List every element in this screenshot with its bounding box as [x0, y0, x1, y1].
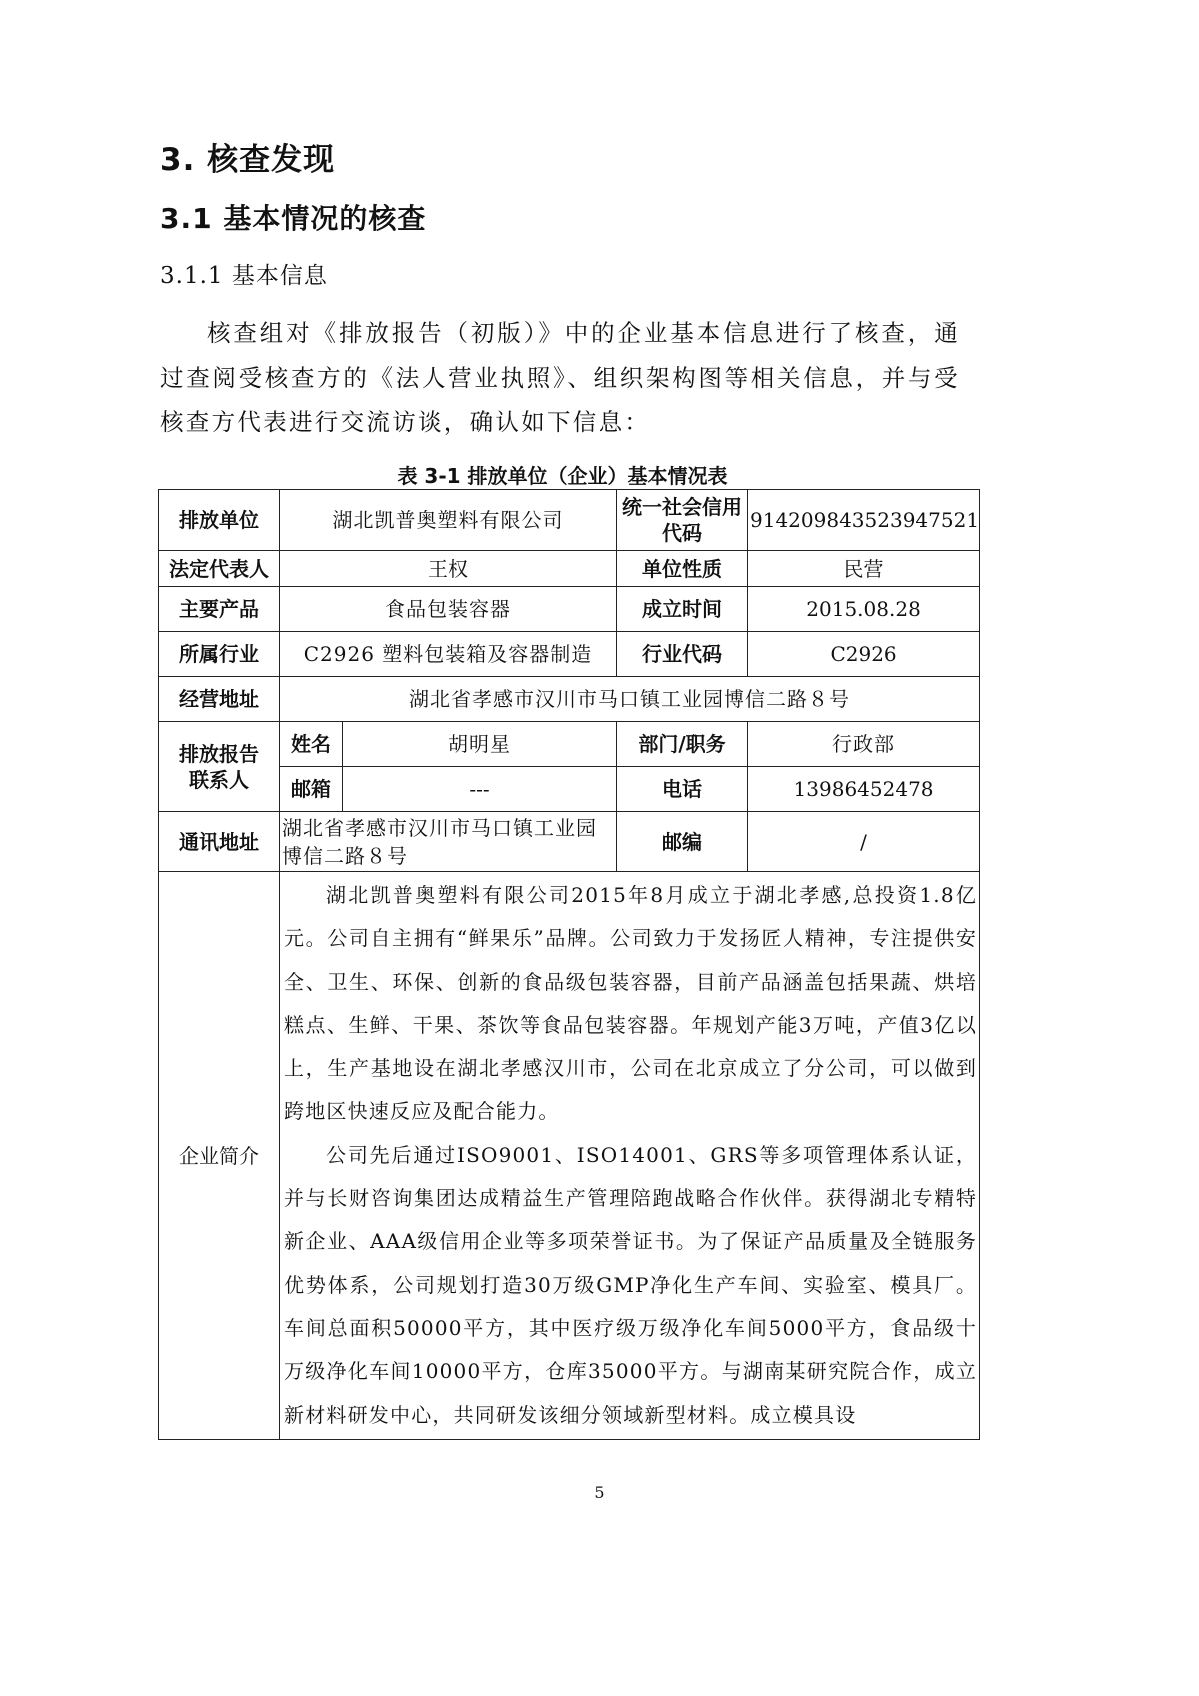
page-number: 5: [594, 1483, 605, 1502]
table-row: [159, 551, 980, 587]
table-row: [159, 722, 980, 767]
unit-value: 湖北凯普奥塑料有限公司: [280, 490, 617, 551]
department-value: 行政部: [748, 722, 980, 767]
company-profile-cell: [280, 872, 980, 1440]
legal-rep-value: 王权: [280, 551, 617, 587]
phone-value: 13986452478: [748, 767, 980, 812]
department-label: 部门/职务: [617, 722, 748, 767]
industry-code-label: 行业代码: [617, 632, 748, 677]
subsubsection-heading: 3.1.1 基本信息: [160, 263, 328, 289]
table-row: [159, 490, 980, 551]
industry-code-value: C2926: [748, 632, 980, 677]
main-product-value: 食品包装容器: [280, 587, 617, 632]
mailing-address-value: 湖北省孝感市汉川市马口镇工业园博信二路８号: [280, 812, 617, 872]
intro-paragraph: 核查组对《排放报告（初版）》中的企业基本信息进行了核查，通过查阅受核查方的《法人营业执照》、组织架构图等相关信息，并与受核查方代表进行交流访谈，确认如下信息：: [160, 319, 960, 436]
mailing-address-label: 通讯地址: [159, 812, 280, 872]
company-profile-paragraph: 湖北凯普奥塑料有限公司2015年8月成立于湖北孝感,总投资1.8亿元。公司自主拥有“鲜果乐”品牌。公司致力于发扬匠人精神，专注提供安全、卫生、环保、创新的食品级包装容器，目前产品涵盖包括果蔬、烘培糕点、生鲜、干果、茶饮等食品包装容器。年规划产能3万吨，产值3亿以上，生产基地设在湖北孝感汉川市，公司在北京成立了分公司，可以做到跨地区快速反应及配合能力。: [284, 883, 978, 1124]
company-profile-paragraph: 公司先后通过ISO9001、ISO14001、GRS等多项管理体系认证，并与长财咨询集团达成精益生产管理陪跑战略合作伙伴。获得湖北专精特新企业、AAA级信用企业等多项荣誉证书。为了保证产品质量及全链服务优势体系，公司规划打造30万级GMP净化生产车间、实验室、模具厂。车间总面积50000平方，其中医疗级万级净化车间5000平方，食品级十万级净化车间10000平方，仓库35000平方。与湖南某研究院合作，成立新材料研发中心，共同研发该细分领域新型材料。成立模具设: [284, 1142, 978, 1427]
table-row: [159, 632, 980, 677]
credit-code-value: 914209843523947521: [748, 490, 980, 551]
contact-name-value: 胡明星: [343, 722, 617, 767]
unit-nature-label: 单位性质: [617, 551, 748, 587]
postcode-label: 邮编: [617, 812, 748, 872]
subsection-heading: 3.1 基本情况的核查: [160, 202, 427, 235]
unit-nature-value: 民营: [748, 551, 980, 587]
founded-label: 成立时间: [617, 587, 748, 632]
postcode-value: /: [748, 812, 980, 872]
contact-label: 排放报告联系人: [159, 722, 280, 812]
founded-value: 2015.08.28: [748, 587, 980, 632]
email-label: 邮箱: [280, 767, 343, 812]
section-heading: 3. 核查发现: [160, 142, 336, 178]
table-row: [159, 767, 980, 812]
credit-code-label: 统一社会信用代码: [617, 490, 748, 551]
industry-label: 所属行业: [159, 632, 280, 677]
table-row: [159, 812, 980, 872]
company-profile-label: 企业简介: [159, 872, 280, 1440]
table-caption: 表 3-1 排放单位（企业）基本情况表: [397, 464, 728, 488]
email-value: ---: [343, 767, 617, 812]
business-address-value: 湖北省孝感市汉川市马口镇工业园博信二路８号: [280, 677, 980, 722]
table-row: [159, 587, 980, 632]
contact-name-label: 姓名: [280, 722, 343, 767]
industry-value: C2926 塑料包装箱及容器制造: [280, 632, 617, 677]
legal-rep-label: 法定代表人: [159, 551, 280, 587]
phone-label: 电话: [617, 767, 748, 812]
business-address-label: 经营地址: [159, 677, 280, 722]
table-row: [159, 677, 980, 722]
main-product-label: 主要产品: [159, 587, 280, 632]
unit-label: 排放单位: [159, 490, 280, 551]
table-row: [159, 872, 980, 1440]
basic-info-table: [158, 489, 980, 1440]
